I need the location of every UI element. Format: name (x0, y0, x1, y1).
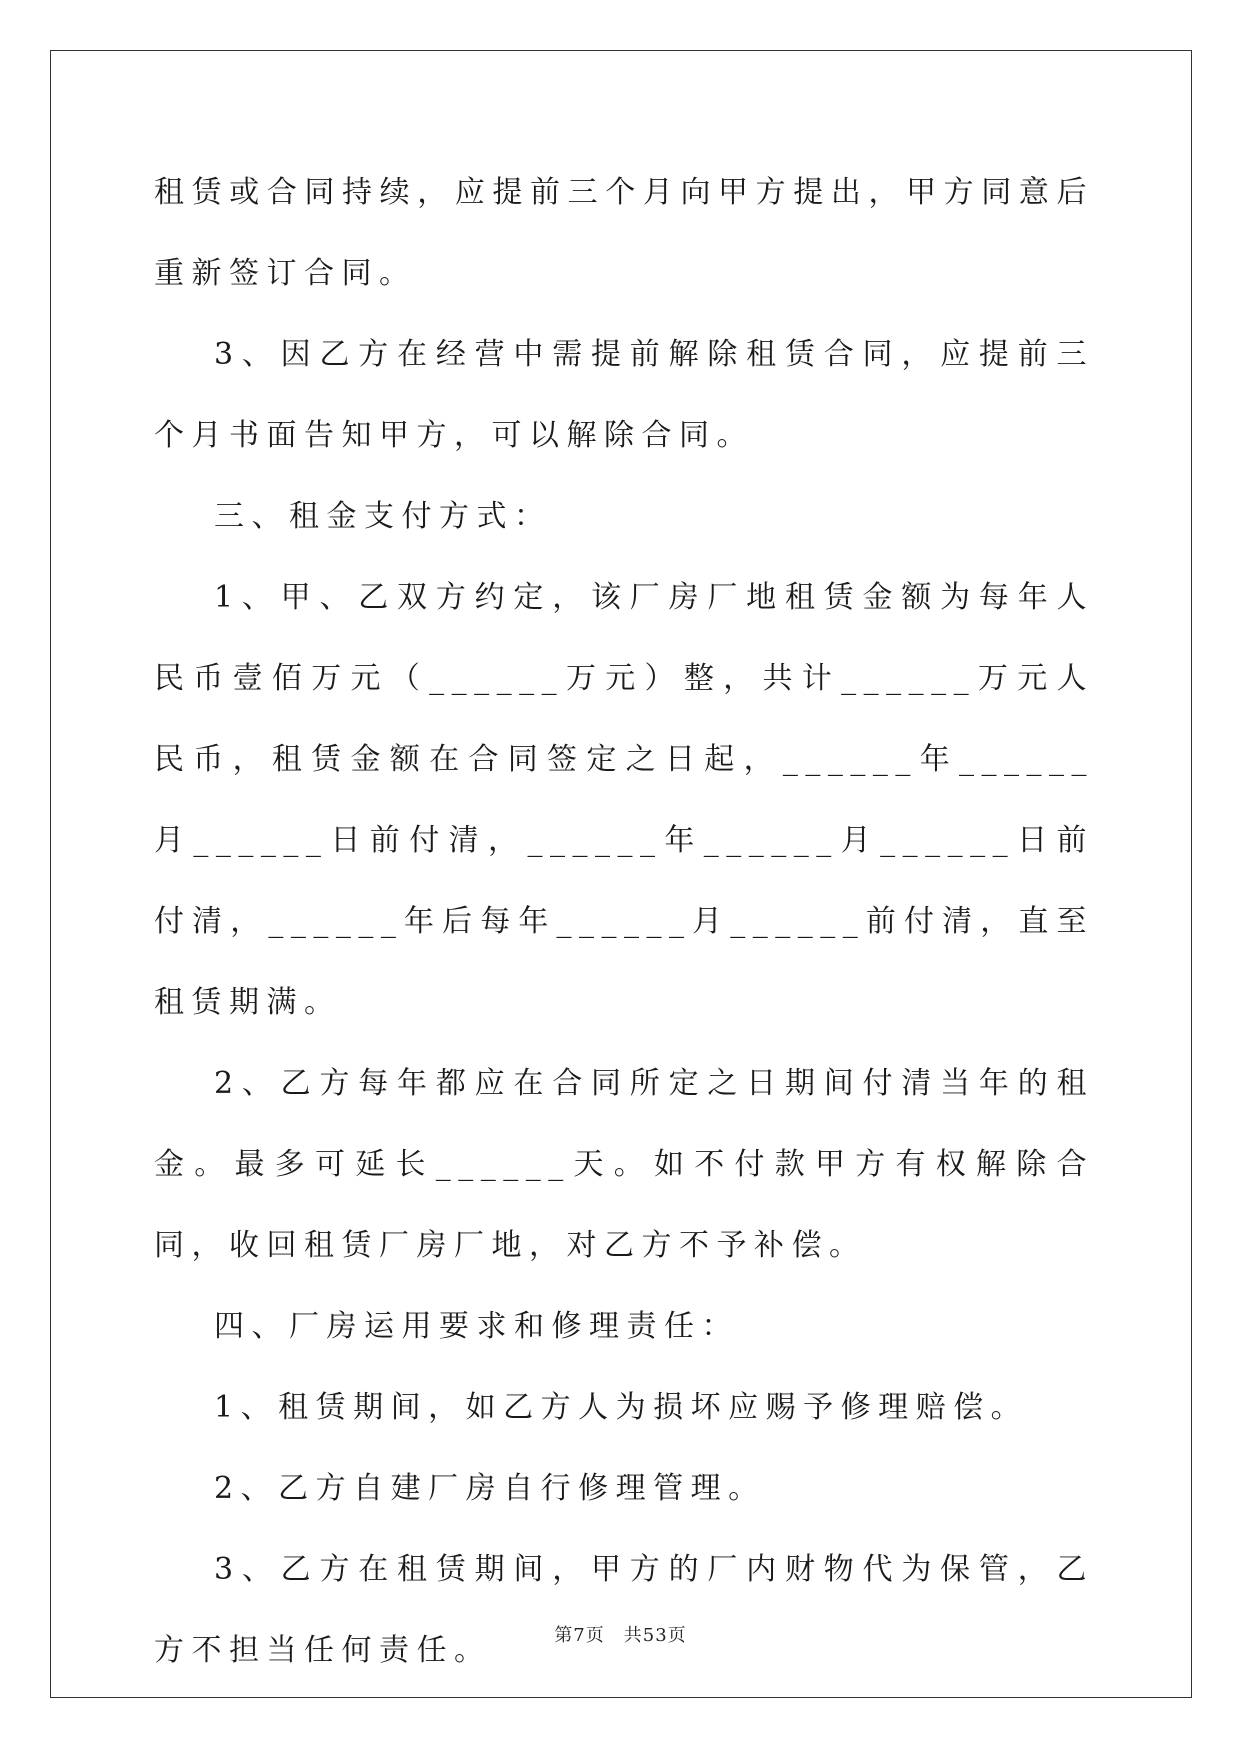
paragraph-2: 3、因乙方在经营中需提前解除租赁合同，应提前三个月书面告知甲方，可以解除合同。 (154, 337, 1094, 453)
paragraph-5: 2、乙方每年都应在合同所定之日期间付清当年的租金。最多可延长______天。如不付款甲方有权解除合同，收回租赁厂房厂地，对乙方不予补偿。 (154, 1066, 1094, 1263)
paragraph-8: 2、乙方自建厂房自行修理管理。 (214, 1471, 766, 1506)
paragraph-9: 3、乙方在租赁期间，甲方的厂内财物代为保管，乙方不担当任何责任。 (154, 1552, 1094, 1668)
document-body (154, 152, 1094, 1691)
page-number: 第7页 共53页 (554, 1625, 687, 1646)
section-heading-rent-payment: 三、租金支付方式： (214, 499, 552, 534)
paragraph-4: 1、甲、乙双方约定，该厂房厂地租赁金额为每年人民币壹佰万元（______万元）整，共计______万元人民币，租赁金额在合同签定之日起，______年______月______日前付清，______年______月______日前付清，______年后每年______月______前付清，直至租赁期满。 (154, 580, 1094, 1020)
section-heading-usage-repair: 四、厂房运用要求和修理责任： (214, 1309, 739, 1344)
paragraph-7: 1、租赁期间，如乙方人为损坏应赐予修理赔偿。 (214, 1390, 1029, 1425)
paragraph-1: 租赁或合同持续，应提前三个月向甲方提出，甲方同意后重新签订合同。 (154, 175, 1094, 291)
